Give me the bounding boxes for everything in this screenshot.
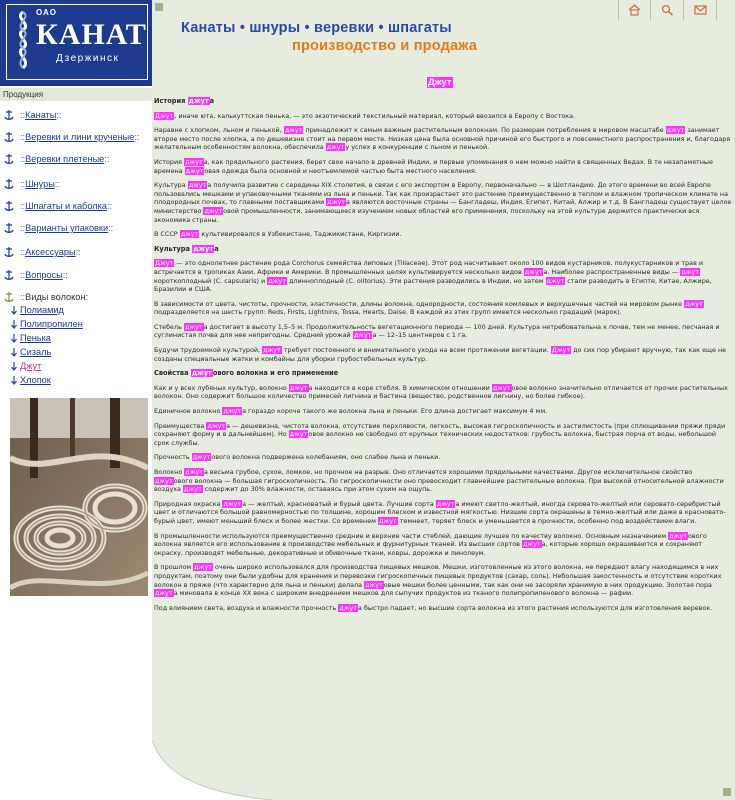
keyword-highlight: джут: [289, 383, 308, 392]
sidebar-fibers-label: Виды волокон:: [25, 292, 89, 302]
sidebar-item-6[interactable]: [4, 221, 113, 235]
search-button[interactable]: [651, 0, 684, 20]
arrow-down-icon: [10, 347, 18, 357]
keyword-highlight: джут: [326, 143, 345, 152]
sidebar-separator: ::: [20, 132, 26, 142]
sidebar-item-label[interactable]: Вопросы: [25, 270, 63, 280]
sidebar-item-label[interactable]: Веревки и лини крученые: [25, 132, 135, 142]
products-section-label: Продукция: [0, 88, 152, 101]
anchor-icon: [4, 291, 14, 303]
sidebar-item-label[interactable]: Канаты: [25, 110, 57, 120]
keyword-highlight: джут: [185, 468, 203, 476]
sidebar-item-7[interactable]: [4, 245, 81, 259]
article-paragraph: История джута, как прядильного растения, берет свое начало в древней Индии, и первые упоминания о нем можно найти в священных Ведах. В те незапамятные времена джутовая одежда была основной и неотъемлемой частью быта местного населения.: [154, 157, 713, 175]
keyword-highlight: джут: [353, 331, 372, 340]
sidebar-separator: ::: [20, 110, 26, 120]
search-icon: [661, 4, 674, 16]
sidebar-separator: ::: [54, 179, 60, 189]
article-paragraph: Джут, иначе юта, калькуттская пенька, — это экзотический текстильный материал, который ввозился в Европу с Востока.: [155, 111, 576, 120]
article-paragraph: Наравне с хлопком, льном и пенькой, джут принадлежит к самым важным растительным волокнам. По размерам потребления в мировом масштабе джут занимает второе место после хлопка, а по дешевизне стоит на первом месте. Низкая цена была основной причиной его быстрого и повсеместного распространения и, благодаря желательным особенностям волокна, обеспечила джуту успех в конкуренции с льном и пенькой.: [154, 126, 731, 152]
sidebar-fibers-group: [4, 290, 88, 304]
company-logo[interactable]: [0, 0, 152, 86]
top-toolbar: [618, 0, 717, 22]
keyword-highlight: джут: [379, 516, 397, 525]
sidebar-item-8[interactable]: [4, 268, 68, 282]
anchor-icon: [4, 246, 14, 258]
article-paragraph: Прочность джутового волокна подвержена колебаниям, оно слабее льна и пеньки.: [154, 453, 441, 462]
sidebar-separator: ::: [20, 201, 26, 211]
content-area: [152, 0, 735, 800]
article-paragraph: Культура джута получила развитие с середины XIX столетия, в связи с его экспортом в Европу, первоначально — в Шотландию. До этого времени во всей Европе пользовались мешками и упаковочными тканями из льна и пеньки. Так как произрастает это растение преимущественно в теплом и влажном тропическом климате на плодородных почвах, то главными поставщиками джута являются восточные страны — Бангладеш, Индия, Египет, Китай, Алжир и т.д. В Бангладеш существует целое министерство джутовой промышленности, занимающееся изучением новых областей его применения, поскольку на этой культуре держится практически вся экономика страны.: [154, 181, 732, 224]
keyword-highlight: джут: [192, 453, 211, 462]
sidebar-separator: ::: [75, 247, 81, 257]
keyword-highlight: джут: [666, 126, 685, 135]
keyword-highlight: джут: [223, 499, 242, 508]
keyword-highlight: джут: [524, 267, 543, 276]
sidebar-item-label[interactable]: Шпагаты и каболка: [25, 201, 107, 211]
mail-icon: [694, 5, 707, 15]
section-heading: История джута: [154, 97, 215, 105]
keyword-highlight: джут: [284, 126, 303, 135]
sidebar-fiber-2[interactable]: [10, 318, 83, 330]
sidebar-fiber-3[interactable]: [10, 332, 51, 344]
keyword-highlight: джут: [180, 230, 199, 239]
keyword-highlight: джут: [188, 97, 209, 105]
sidebar-fiber-label[interactable]: Полиамид: [20, 305, 64, 315]
sidebar-separator: ::: [20, 292, 26, 302]
keyword-highlight: джут: [669, 531, 687, 540]
sidebar-fiber-label[interactable]: Сизаль: [20, 347, 52, 357]
keyword-highlight: джут: [327, 198, 345, 207]
keyword-highlight: джут: [436, 499, 455, 508]
header-slogan-production: производство и продажа: [292, 38, 478, 54]
page-title-text: Джут: [428, 77, 452, 88]
keyword-highlight: джут: [193, 244, 214, 253]
anchor-icon: [4, 200, 14, 212]
keyword-highlight: джут: [155, 476, 173, 485]
sidebar-separator: ::: [20, 223, 26, 233]
sidebar-separator: ::: [108, 223, 114, 233]
arrow-down-icon: [10, 361, 18, 371]
keyword-highlight: джут: [681, 267, 699, 276]
sidebar-fiber-4[interactable]: [10, 346, 51, 358]
sidebar-item-3[interactable]: [4, 152, 109, 166]
home-button[interactable]: [618, 0, 651, 20]
article-body: [154, 97, 732, 618]
keyword-highlight: джут: [185, 166, 204, 175]
keyword-highlight: джут: [263, 346, 281, 355]
logo-city: Дзержинск: [56, 53, 120, 64]
mail-button[interactable]: [684, 0, 717, 20]
rope-photo: [10, 398, 148, 596]
sidebar-fiber-5[interactable]: [10, 360, 41, 372]
sidebar-fiber-1[interactable]: [10, 304, 64, 316]
anchor-icon: [4, 131, 14, 143]
sidebar-fiber-6[interactable]: [10, 374, 51, 386]
keyword-highlight: Джут: [155, 111, 174, 120]
keyword-highlight: джут: [185, 157, 203, 166]
home-icon: [628, 4, 641, 16]
keyword-highlight: джут: [522, 540, 541, 549]
article-paragraph: В промышленности используются преимущественно средние и верхние части стеблей, дающие лучшее по качеству волокно. Основным назначением джутового волокна является его использование в производстве мебельных и фурнитурных тканей. Из высших сортов джута, которые хорошо окрашиваются и сохраняют окраску, производят мебельные, декоративные и обивочные ткани, ковры, дорожки и линолеум.: [154, 531, 707, 557]
sidebar-item-label[interactable]: Веревки плетеные: [25, 154, 105, 164]
logo-ao: ОАО: [36, 8, 57, 17]
keyword-highlight: Джут: [551, 346, 571, 355]
article-paragraph: Единичное волокно джута гораздо короче такого же волокна льна и пеньки. Его длина достигает максимум 4 мм.: [154, 407, 548, 416]
arrow-down-icon: [10, 305, 18, 315]
keyword-highlight: джут: [268, 276, 286, 285]
sidebar-item-label[interactable]: Шнуры: [25, 179, 55, 189]
keyword-highlight: джут: [184, 322, 203, 331]
sidebar-fiber-label[interactable]: Джут: [20, 361, 42, 371]
article-paragraph: В прошлом джут очень широко использовался для производства пищевых мешков. Мешки, изготовленные из этого волокна, не передают влагу находящимся в них продуктам, поэтому они были удобны для хранения и перевозки гигроскопичных пищевых продуктов (сахар, соль). Небольшая закостенность и отсутствие коротких волокон в пряже (что характерно для льна и пеньки) делала джутовые мешки более ценными, так как они не засоряли хранимую в них продукцию. Золотая пора джута миновала в конце XX века с широким внедрением мешков для сыпучих продуктов из тканого полипропиленового волокна — рафии.: [154, 563, 722, 598]
article-paragraph: В СССР джут культивировался в Узбекистане, Таджикистане, Киргизии.: [154, 230, 402, 239]
article-paragraph: Как и у всех лубяных культур, волокно джута находится в коре стебля. В химическом отношении джутовое волокно значительно отличается от прочих растительных волокон. Оно содержит большое количество примесей лигнина и бастина (вещество, родственное лигнину, но более гибкое).: [154, 383, 728, 401]
sidebar-item-label[interactable]: Варианты упаковки: [25, 223, 109, 233]
anchor-icon: [4, 222, 14, 234]
keyword-highlight: джут: [191, 369, 212, 378]
coiled-rope-image: [10, 398, 148, 596]
rope-knot-icon: [10, 10, 36, 70]
sidebar-fiber-label[interactable]: Хлопок: [20, 375, 51, 385]
section-heading: Свойства джутового волокна и его применение: [154, 369, 339, 378]
keyword-highlight: джут: [546, 276, 565, 285]
keyword-highlight: джут: [204, 206, 223, 215]
article-paragraph: Джут — это однолетнее растение рода Corchorus семейства липовых (Tiliaceae). Этот род насчитывает около 100 видов кустарников, полукустарников и трав и встречается в тропиках Азии, Африки и Америки. В промышленных целях культивируется несколько видов джута. Наиболее распространенные виды — джут короткоплодный (C. capsularis) и джут длинноплодный (C. olitorius). Эти растения разводились в Индии, но затем джут стали разводить в Египте, Китае, Алжире, Бразилии и США.: [154, 259, 712, 294]
anchor-icon: [4, 269, 14, 281]
keyword-highlight: джут: [339, 603, 357, 612]
sidebar-item-4[interactable]: [4, 177, 60, 191]
anchor-icon: [4, 178, 14, 190]
section-heading: Культура джута: [154, 244, 219, 253]
sidebar-separator: ::: [20, 154, 26, 164]
paper-corner-decoration: [152, 0, 166, 14]
left-column: [0, 0, 152, 800]
article-paragraph: Будучи трудоемкой культурой, джут требует постоянного и внимательного ухода на всем протяжении вегетации. Джут до сих пор убирают вручную, так как еще не созданы специальные жатки и комбайны для уборки грубостебельных культур.: [154, 346, 727, 363]
sidebar-item-2[interactable]: [4, 130, 140, 144]
keyword-highlight: джут: [223, 407, 242, 416]
anchor-icon: [4, 153, 14, 165]
sidebar-item-label[interactable]: Аксессуары: [25, 247, 76, 257]
keyword-highlight: джут: [207, 421, 226, 430]
sidebar-separator: ::: [62, 270, 68, 280]
arrow-down-icon: [10, 333, 18, 343]
sidebar-fiber-label[interactable]: Полипропилен: [20, 319, 83, 329]
sidebar-item-1[interactable]: [4, 108, 61, 122]
arrow-down-icon: [10, 319, 18, 329]
keyword-highlight: джут: [194, 563, 212, 572]
article-paragraph: Волокно джута весьма грубое, сухое, ломкое, но прочное на разрыв. Оно отличается хорошими прядильными качествами. Другое исключительное свойство джутового волокна — большая гигроскопичность. По гигроскопичности оно превосходит главнейшие растительные волокна. При высокой относительной влажности воздуха джут содержит до 30% влажности, оставаясь при этом сухим на ощупь.: [154, 468, 724, 494]
keyword-highlight: джут: [492, 383, 511, 392]
keyword-highlight: джут: [365, 580, 383, 589]
arrow-down-icon: [10, 375, 18, 385]
sidebar-separator: ::: [104, 154, 110, 164]
keyword-highlight: джут: [155, 589, 173, 598]
page-title: [427, 77, 453, 88]
sidebar-separator: ::: [134, 132, 140, 142]
sidebar-fiber-label[interactable]: Пенька: [20, 333, 51, 343]
article-paragraph: В зависимости от цвета, чистоты, прочности, эластичности, длины волокна, однородности, состояния комлевых и верхушечных частей на мировом рынке джут подразделяется на шесть групп: Reds, Firsts, Lightnins, Tossa, Hearts, Daise. В каждой из этих групп имеется несколько градаций (марок).: [154, 299, 703, 317]
sidebar-separator: ::: [56, 110, 62, 120]
sidebar-separator: ::: [20, 247, 26, 257]
sidebar-separator: ::: [20, 179, 26, 189]
keyword-highlight: джут: [685, 299, 703, 308]
sidebar-item-5[interactable]: [4, 199, 112, 213]
page-curl-decoration: [152, 740, 272, 800]
keyword-highlight: джут: [289, 430, 308, 439]
anchor-icon: [4, 109, 14, 121]
logo-name: КАНАТ: [36, 18, 147, 51]
article-paragraph: Природная окраска джута — желтый, красноватый и бурый цвета. Лучшие сорта джута имеют светло-желтый, иногда серовато-желтый или серовато-серебристый цвет и отличаются большой равномерностью по толщине, хорошим блеском и известной мягкостью. Низшие сорта окрашены в темно-желтый или даже в красновато-бурый цвет, имеют меньший блеск и более жестки. Со временем джут темнеет, теряет блеск и уменьшается в прочности, особенно под воздействием влаги.: [154, 499, 726, 525]
sidebar-separator: ::: [106, 201, 113, 211]
article-paragraph: Преимущества джута — дешевизна, чистота волокна, отсутствие перхлявости, легкость, высокая гигроскопичность и застилистость (при сплющивании пряжи пряди сохраняют форму и в дальнейшем). Но джутовое волокно не свободно от крупных технических недостатков: грубость волокна, быстрая порча от воды, небольшой срок службы.: [154, 421, 726, 447]
keyword-highlight: джут: [184, 485, 202, 494]
article-paragraph: Стебель джута достигает в высоту 1,5–5 м. Продолжительность вегетационного периода — 100 дней. Культура нетребовательна к почве, тем не менее, песчаная и суглинистая почва для нее непригодны. Средний урожай джута — 12–15 центнеров с 1 га.: [154, 322, 720, 340]
sidebar-separator: ::: [20, 270, 26, 280]
keyword-highlight: джут: [188, 181, 207, 190]
article-paragraph: Под влиянием света, воздуха и влажности прочность джута быстро падает, но высшие сорта волокна из этого растения используются для изготовления веревок.: [154, 603, 713, 612]
paper-corner-decoration-bottom: [723, 788, 731, 796]
keyword-highlight: Джут: [155, 259, 174, 268]
header-slogan-products: Канаты • шнуры • веревки • шпагаты: [181, 20, 452, 36]
